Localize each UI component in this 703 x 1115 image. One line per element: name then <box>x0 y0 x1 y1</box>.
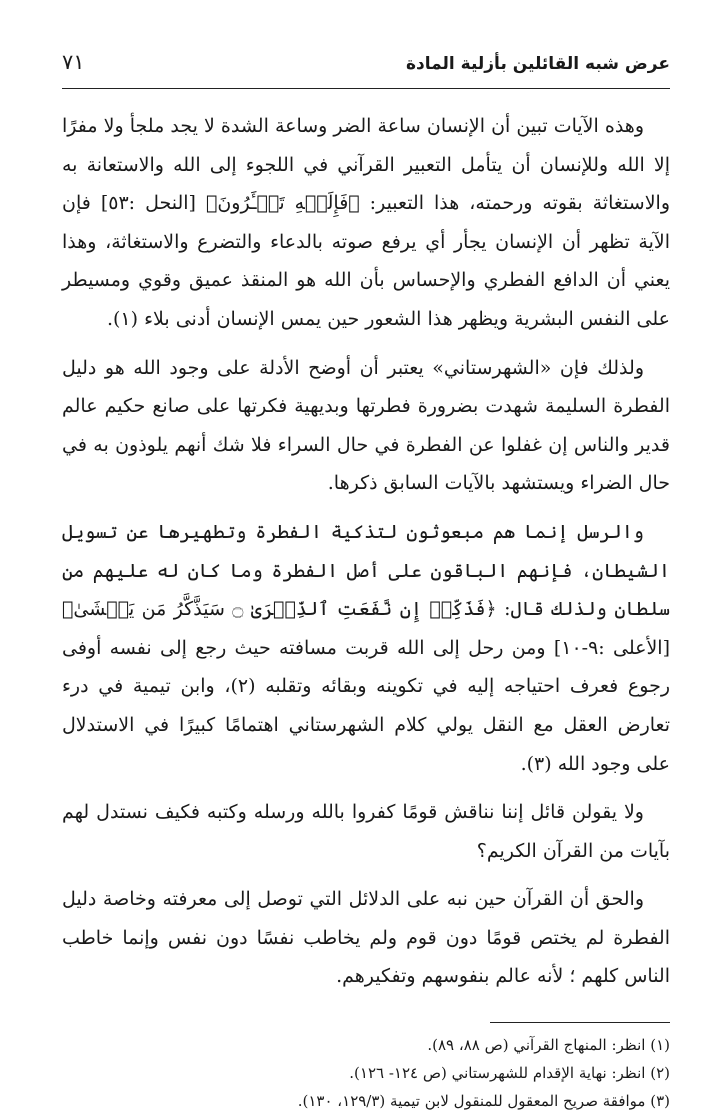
chapter-title: عرض شبه القائلين بأزلية المادة <box>405 54 670 74</box>
paragraph: والحق أن القرآن حين نبه على الدلائل التي توصل إلى معرفته وخاصة دليل الفطرة لم يختص قومًا دون قوم ولم يخاطب نفسًا دون نفس وإنما خاطب الناس كلهم ؛ لأنه عالم بنفوسهم وتفكيرهم. <box>62 888 670 988</box>
book-page <box>62 40 670 1115</box>
page-number: ٧١ <box>62 50 85 74</box>
footnote-item: (٣) موافقة صريح المعقول للمنقول لابن تيمية (١٢٩/٣، ١٣٠). <box>297 1092 670 1111</box>
footnote-item: (١) انظر: المنهاج القرآني (ص ٨٨، ٨٩). <box>427 1036 670 1055</box>
running-header <box>62 40 670 89</box>
footnote-divider <box>490 1022 670 1023</box>
paragraph: والرسل إنما هم مبعوثون لتذكية الفطرة وتطهيرها عن تسويل الشيطان، فإنهم الباقون على أصل الفطرة وما كان له عليهم من سلطان ولذلك قال: ﴿فَذَكِّرۡ إِن نَّفَعَتِ ٱلذِّكۡرَىٰ ۝ سَيَذَّكَّرُ مَن يَخۡشَىٰ﴾ [الأعلى :٩-١٠] ومن رحل إلى الله قربت مسافته حيث رجع إلى نفسه أوفى رجوع فعرف احتياجه إليه في تكوينه وبقائه وتقلبه (٢)، وابن تيمية في درء تعارض العقل مع النقل يولي كلام الشهرستاني اهتمامًا كبيرًا في الاستدلال على وجود الله (٣). <box>62 520 670 775</box>
paragraph: ولذلك فإن «الشهرستاني» يعتبر أن أوضح الأدلة على وجود الله هو دليل الفطرة السليمة شهدت بضرورة فطرتها وبديهية فكرتها على صانع حكيم عالم قدير والناس إن غفلوا عن الفطرة في حال السراء فلا شك أنهم يلوذون به في حال الضراء ويستشهد بالآيات السابق ذكرها. <box>62 356 670 495</box>
main-text <box>62 107 670 996</box>
footnotes <box>62 1031 670 1115</box>
footnote-item: (٢) انظر: نهاية الإقدام للشهرستاني (ص ١٢٤- ١٢٦). <box>349 1064 670 1083</box>
paragraph: ولا يقولن قائل إننا نناقش قومًا كفروا بالله ورسله وكتبه فكيف نستدل لهم بآيات من القرآن الكريم؟ <box>62 801 670 862</box>
paragraph: وهذه الآيات تبين أن الإنسان ساعة الضر وساعة الشدة لا يجد ملجأ ولا مفرًا إلا الله وللإنسان أن يتأمل التعبير القرآني في اللجوء إلى الله والاستعانة به والاستغاثة بقوته ورحمته، هذا التعبير: ﴿فَإِلَيۡهِ تَجۡـَٔرُونَ﴾ [النحل :٥٣] فإن الآية تظهر أن الإنسان يجأر أي يرفع صوته بالدعاء والتضرع والاستغاثة، وهذا يعني أن الدافع الفطري والإحساس بأن الله هو المنقذ عميق وقوي ومسيطر على النفس البشرية ويظهر هذا الشعور حين يمس الإنسان أدنى بلاء (١). <box>62 115 670 330</box>
